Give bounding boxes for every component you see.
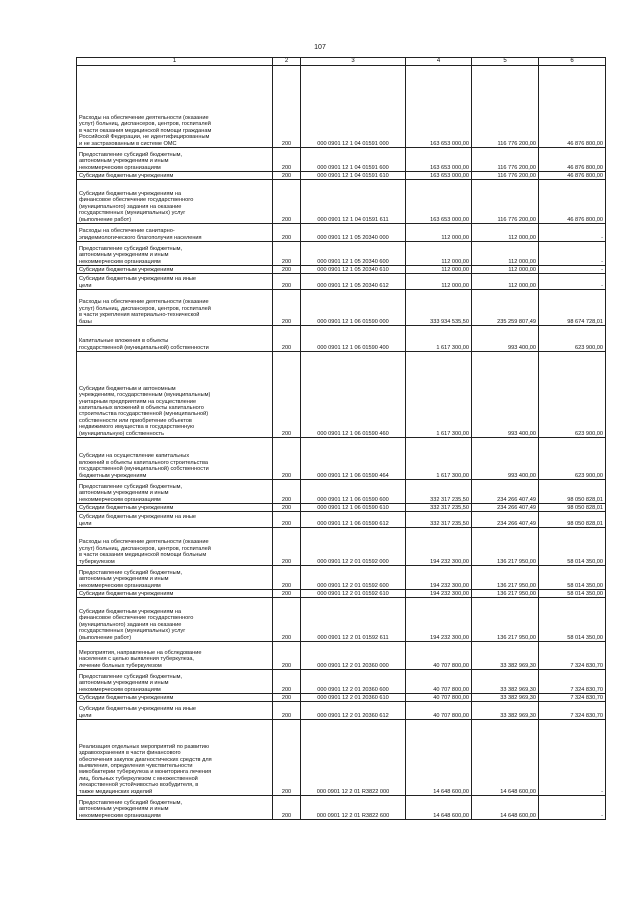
classification-code: 000 0901 12 1 06 01590 610: [301, 504, 406, 512]
table-row: [77, 670, 606, 694]
approved-amount: 40 707 800,00: [406, 694, 472, 702]
classification-code: 000 0901 12 2 01 01592 000: [301, 528, 406, 566]
unexecuted-amount: 46 876 800,00: [539, 180, 606, 224]
expense-name: Предоставление субсидий бюджетным, автономным учреждениям и иным некоммерческим организациям: [77, 242, 273, 266]
table-row: [77, 438, 606, 480]
executed-amount: 235 259 807,49: [472, 290, 539, 326]
expense-name: Расходы на обеспечение санитарно- эпидемиологического благополучия населения: [77, 224, 273, 242]
expense-name: Расходы на обеспечение деятельности (оказание услуг) больниц, диспансеров, центров, госпиталей в части укрепления материально-технической базы: [77, 290, 273, 326]
classification-code: 000 0901 12 1 06 01590 400: [301, 326, 406, 352]
table-row: [77, 598, 606, 642]
executed-amount: 116 776 200,00: [472, 172, 539, 180]
approved-amount: 163 653 000,00: [406, 172, 472, 180]
line-code: 200: [273, 266, 301, 274]
expense-name: Реализация отдельных мероприятий по развитию здравоохранения в части финансового обеспечения закупок диагностических средств для выявления, определения чувствительности микобактерии туберкулеза и мониторинга лечения лиц, больных туберкулезом с множественной лекарственной устойчивостью возбудителя, в также медицинских изделий: [77, 720, 273, 796]
unexecuted-amount: -: [539, 796, 606, 820]
approved-amount: 194 232 300,00: [406, 590, 472, 598]
classification-code: 000 0901 12 2 01 20360 612: [301, 702, 406, 720]
expense-name: Субсидии на осуществление капитальных вложений в объекты капитального строительства государственной (муниципальной) собственности бюджетным учреждениям: [77, 438, 273, 480]
classification-code: 000 0901 12 1 05 20340 610: [301, 266, 406, 274]
approved-amount: 332 317 235,50: [406, 512, 472, 528]
executed-amount: 136 217 950,00: [472, 598, 539, 642]
approved-amount: 1 617 300,00: [406, 352, 472, 438]
expense-name: Субсидии бюджетным учреждениям: [77, 694, 273, 702]
unexecuted-amount: 58 014 350,00: [539, 566, 606, 590]
line-code: 200: [273, 438, 301, 480]
classification-code: 000 0901 12 1 06 01590 464: [301, 438, 406, 480]
line-code: 200: [273, 598, 301, 642]
table-row: [77, 480, 606, 504]
expense-name: Мероприятия, направленные на обследование населения с целью выявления туберкулеза, лечение больных туберкулезом: [77, 642, 273, 670]
unexecuted-amount: 58 014 350,00: [539, 590, 606, 598]
expense-name: Субсидии бюджетным учреждениям: [77, 590, 273, 598]
expense-name: Расходы на обеспечение деятельности (оказание услуг) больниц, диспансеров, центров, госпиталей в части оказания медицинской помощи гражданам Российской Федерации, не идентифицированным и не застрахованным в системе ОМС: [77, 66, 273, 148]
approved-amount: 112 000,00: [406, 224, 472, 242]
line-code: 200: [273, 148, 301, 172]
classification-code: 000 0901 12 1 05 20340 612: [301, 274, 406, 290]
classification-code: 000 0901 12 2 01 20360 000: [301, 642, 406, 670]
line-code: 200: [273, 224, 301, 242]
unexecuted-amount: -: [539, 242, 606, 266]
unexecuted-amount: -: [539, 224, 606, 242]
approved-amount: 40 707 800,00: [406, 702, 472, 720]
approved-amount: 194 232 300,00: [406, 566, 472, 590]
expense-name: Субсидии бюджетным учреждениям: [77, 504, 273, 512]
table-row: [77, 148, 606, 172]
unexecuted-amount: 7 324 830,70: [539, 642, 606, 670]
expense-name: Субсидии бюджетным учреждениям на финансовое обеспечение государственного (муниципального) задания на оказание государственных (муниципальных) услуг (выполнение работ): [77, 598, 273, 642]
approved-amount: 163 653 000,00: [406, 148, 472, 172]
line-code: 200: [273, 172, 301, 180]
executed-amount: 33 382 969,30: [472, 670, 539, 694]
expense-name: Предоставление субсидий бюджетным, автономным учреждениям и иным некоммерческим организациям: [77, 670, 273, 694]
column-number: 2: [273, 58, 301, 66]
expense-name: Предоставление субсидий бюджетным, автономным учреждениям и иным некоммерческим организациям: [77, 796, 273, 820]
approved-amount: 333 934 535,50: [406, 290, 472, 326]
classification-code: 000 0901 12 2 01 01592 610: [301, 590, 406, 598]
expense-name: Субсидии бюджетным учреждениям: [77, 172, 273, 180]
unexecuted-amount: -: [539, 266, 606, 274]
classification-code: 000 0901 12 1 04 01591 600: [301, 148, 406, 172]
unexecuted-amount: 58 014 350,00: [539, 598, 606, 642]
executed-amount: 112 000,00: [472, 266, 539, 274]
approved-amount: 332 317 235,50: [406, 504, 472, 512]
line-code: 200: [273, 66, 301, 148]
expense-name: Субсидии бюджетным учреждениям на финансовое обеспечение государственного (муниципального) задания на оказание государственных (муниципальных) услуг (выполнение работ): [77, 180, 273, 224]
classification-code: 000 0901 12 1 06 01590 612: [301, 512, 406, 528]
column-number: 3: [301, 58, 406, 66]
unexecuted-amount: 7 324 830,70: [539, 670, 606, 694]
classification-code: 000 0901 12 1 05 20340 000: [301, 224, 406, 242]
line-code: 200: [273, 242, 301, 266]
table-row: [77, 504, 606, 512]
line-code: 200: [273, 566, 301, 590]
executed-amount: 33 382 969,30: [472, 642, 539, 670]
unexecuted-amount: 46 876 800,00: [539, 172, 606, 180]
table-row: [77, 528, 606, 566]
executed-amount: 234 266 407,49: [472, 480, 539, 504]
expense-name: Субсидии бюджетным учреждениям: [77, 266, 273, 274]
classification-code: 000 0901 12 1 06 01590 460: [301, 352, 406, 438]
classification-code: 000 0901 12 1 04 01591 000: [301, 66, 406, 148]
classification-code: 000 0901 12 2 01 R3822 600: [301, 796, 406, 820]
executed-amount: 234 266 407,49: [472, 512, 539, 528]
unexecuted-amount: 623 900,00: [539, 326, 606, 352]
line-code: 200: [273, 796, 301, 820]
classification-code: 000 0901 12 1 04 01591 611: [301, 180, 406, 224]
executed-amount: 116 776 200,00: [472, 148, 539, 172]
line-code: 200: [273, 504, 301, 512]
table-row: [77, 274, 606, 290]
column-number: 6: [539, 58, 606, 66]
classification-code: 000 0901 12 2 01 20360 600: [301, 670, 406, 694]
line-code: 200: [273, 702, 301, 720]
column-number: 5: [472, 58, 539, 66]
expense-name: Субсидии бюджетным и автономным учреждениям, государственным (муниципальным) унитарным предприятиям на осуществление капитальных вложений в объекты капитального строительства государственной (муниципальной) собственности или приобретение объектов недвижимого имущества в государственную (муниципальную) собственность: [77, 352, 273, 438]
table-row: [77, 642, 606, 670]
unexecuted-amount: 623 900,00: [539, 352, 606, 438]
executed-amount: 112 000,00: [472, 242, 539, 266]
executed-amount: 993 400,00: [472, 352, 539, 438]
budget-table-body: [77, 58, 606, 820]
classification-code: 000 0901 12 2 01 20360 610: [301, 694, 406, 702]
line-code: 200: [273, 290, 301, 326]
unexecuted-amount: -: [539, 720, 606, 796]
page-number: 107: [314, 44, 326, 51]
executed-amount: 33 382 969,30: [472, 694, 539, 702]
approved-amount: 112 000,00: [406, 274, 472, 290]
line-code: 200: [273, 352, 301, 438]
unexecuted-amount: 58 014 350,00: [539, 528, 606, 566]
column-number: 1: [77, 58, 273, 66]
executed-amount: 136 217 950,00: [472, 590, 539, 598]
line-code: 200: [273, 512, 301, 528]
table-row: [77, 512, 606, 528]
line-code: 200: [273, 528, 301, 566]
unexecuted-amount: 46 876 800,00: [539, 66, 606, 148]
expense-name: Субсидии бюджетным учреждениям на иные цели: [77, 512, 273, 528]
unexecuted-amount: 7 324 830,70: [539, 702, 606, 720]
line-code: 200: [273, 480, 301, 504]
expense-name: Предоставление субсидий бюджетным, автономным учреждениям и иным некоммерческим организациям: [77, 566, 273, 590]
unexecuted-amount: 623 900,00: [539, 438, 606, 480]
table-row: [77, 172, 606, 180]
unexecuted-amount: 7 324 830,70: [539, 694, 606, 702]
executed-amount: 993 400,00: [472, 326, 539, 352]
executed-amount: 116 776 200,00: [472, 66, 539, 148]
classification-code: 000 0901 12 1 05 20340 600: [301, 242, 406, 266]
line-code: 200: [273, 720, 301, 796]
approved-amount: 163 653 000,00: [406, 66, 472, 148]
executed-amount: 14 648 600,00: [472, 796, 539, 820]
unexecuted-amount: 98 050 828,01: [539, 512, 606, 528]
line-code: 200: [273, 694, 301, 702]
table-row: [77, 796, 606, 820]
table-row: [77, 242, 606, 266]
table-row: [77, 590, 606, 598]
line-code: 200: [273, 670, 301, 694]
classification-code: 000 0901 12 2 01 01592 600: [301, 566, 406, 590]
approved-amount: 14 648 600,00: [406, 796, 472, 820]
executed-amount: 112 000,00: [472, 224, 539, 242]
table-row: [77, 266, 606, 274]
classification-code: 000 0901 12 1 06 01590 600: [301, 480, 406, 504]
approved-amount: 194 232 300,00: [406, 528, 472, 566]
approved-amount: 112 000,00: [406, 266, 472, 274]
table-row: [77, 66, 606, 148]
executed-amount: 112 000,00: [472, 274, 539, 290]
table-row: [77, 694, 606, 702]
table-row: [77, 180, 606, 224]
unexecuted-amount: 98 050 828,01: [539, 504, 606, 512]
executed-amount: 136 217 950,00: [472, 528, 539, 566]
table-row: [77, 326, 606, 352]
unexecuted-amount: 46 876 800,00: [539, 148, 606, 172]
classification-code: 000 0901 12 1 06 01590 000: [301, 290, 406, 326]
approved-amount: 40 707 800,00: [406, 670, 472, 694]
executed-amount: 136 217 950,00: [472, 566, 539, 590]
expense-name: Субсидии бюджетным учреждениям на иные цели: [77, 274, 273, 290]
table-row: [77, 224, 606, 242]
line-code: 200: [273, 274, 301, 290]
expense-name: Предоставление субсидий бюджетным, автономным учреждениям и иным некоммерческим организациям: [77, 148, 273, 172]
budget-table: [76, 57, 606, 820]
approved-amount: 112 000,00: [406, 242, 472, 266]
executed-amount: 14 648 600,00: [472, 720, 539, 796]
expense-name: Расходы на обеспечение деятельности (оказание услуг) больниц, диспансеров, центров, госпиталей в части оказания медицинской помощи больным туберкулезом: [77, 528, 273, 566]
table-row: [77, 702, 606, 720]
approved-amount: 14 648 600,00: [406, 720, 472, 796]
approved-amount: 1 617 300,00: [406, 438, 472, 480]
expense-name: Предоставление субсидий бюджетным, автономным учреждениям и иным некоммерческим организациям: [77, 480, 273, 504]
table-row: [77, 566, 606, 590]
executed-amount: 234 266 407,49: [472, 504, 539, 512]
classification-code: 000 0901 12 2 01 01592 611: [301, 598, 406, 642]
table-row: [77, 290, 606, 326]
approved-amount: 194 232 300,00: [406, 598, 472, 642]
expense-name: Капитальные вложения в объекты государственной (муниципальной) собственности: [77, 326, 273, 352]
expense-name: Субсидии бюджетным учреждениям на иные цели: [77, 702, 273, 720]
line-code: 200: [273, 180, 301, 224]
table-row: [77, 720, 606, 796]
unexecuted-amount: 98 050 828,01: [539, 480, 606, 504]
executed-amount: 116 776 200,00: [472, 180, 539, 224]
column-number-row: [77, 58, 606, 66]
unexecuted-amount: -: [539, 274, 606, 290]
column-number: 4: [406, 58, 472, 66]
line-code: 200: [273, 642, 301, 670]
line-code: 200: [273, 326, 301, 352]
line-code: 200: [273, 590, 301, 598]
approved-amount: 332 317 235,50: [406, 480, 472, 504]
table-row: [77, 352, 606, 438]
executed-amount: 993 400,00: [472, 438, 539, 480]
classification-code: 000 0901 12 1 04 01591 610: [301, 172, 406, 180]
approved-amount: 1 617 300,00: [406, 326, 472, 352]
approved-amount: 163 653 000,00: [406, 180, 472, 224]
unexecuted-amount: 98 674 728,01: [539, 290, 606, 326]
approved-amount: 40 707 800,00: [406, 642, 472, 670]
classification-code: 000 0901 12 2 01 R3822 000: [301, 720, 406, 796]
executed-amount: 33 382 969,30: [472, 702, 539, 720]
